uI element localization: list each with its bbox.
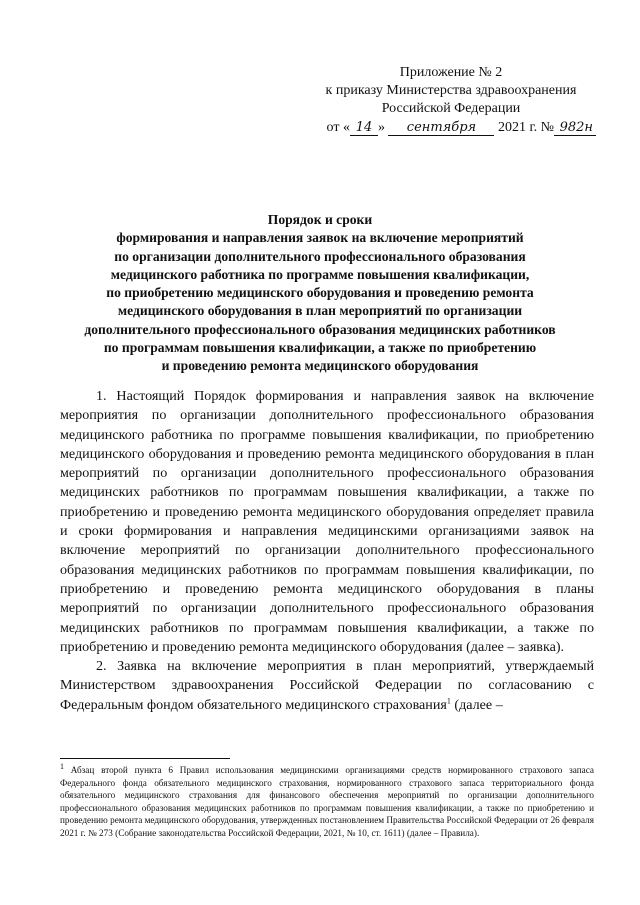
appendix-order-ref: к приказу Министерства здравоохранения [325, 83, 577, 98]
footnote-marker: 1 [60, 761, 64, 771]
document-body [60, 387, 594, 715]
footnote [60, 761, 594, 840]
paragraph-2-text: 2. Заявка на включение мероприятия в план мероприятий, утверждаемый Министерством здравоохранения Российской Федерации по согласованию с Федеральным фондом обязательного медицинского страхования [60, 658, 594, 713]
appendix-number: Приложение № 2 [399, 65, 503, 80]
date-prefix: от « [326, 120, 350, 135]
title-line: и проведению ремонта медицинского оборудования [161, 358, 479, 374]
order-number-handwritten: 982н [554, 120, 596, 136]
title-line: формирования и направления заявок на включение мероприятий [116, 230, 524, 246]
title-line: Порядок и сроки [267, 212, 373, 227]
title-line: медицинского оборудования в план мероприятий по организации [117, 303, 523, 319]
title-line: дополнительного профессионального образования медицинских работников [84, 321, 556, 337]
appendix-date-line [306, 119, 596, 137]
paragraph-2 [60, 657, 594, 715]
title-line: по приобретению медицинского оборудования и проведению ремонта [106, 285, 534, 301]
title-line: по организации дополнительного профессионального образования [114, 248, 526, 264]
title-line: медицинского работника по программе повышения квалификации, [110, 266, 530, 282]
appendix-header [306, 64, 596, 137]
footnote-text: Абзац второй пункта 6 Правил использования медицинскими организациями средств нормированного страхового запаса Федерального фонда обязательного медицинского страхования, нормированного страхового запаса территориального фонда обязательного медицинского страхования для финансового обеспечения мероприятий по организации дополнительного профессионального образования медицинских работников по программам повышения квалификации, а также по приобретению и проведению ремонта медицинского оборудования, утвержденных постановлением Правительства Российской Федерации от 26 февраля 2021 г. № 273 (Собрание законодательства Российской Федерации, 2021, № 10, ст. 1611) (далее – Правила). [60, 765, 594, 838]
appendix-country: Российской Федерации [381, 101, 521, 116]
date-year: 2021 г. № [497, 120, 554, 135]
paragraph-2-tail: (далее – [450, 696, 503, 713]
date-mid: » [377, 120, 385, 135]
date-day-handwritten: 14 [350, 120, 378, 136]
document-title [40, 211, 600, 376]
footnote-ref: 1 [446, 696, 451, 706]
title-line: по программам повышения квалификации, а также по приобретению [103, 340, 537, 356]
footnote-divider [60, 758, 230, 759]
date-month-handwritten: сентября [388, 120, 494, 136]
paragraph-1: 1. Настоящий Порядок формирования и направления заявок на включение мероприятия по организации дополнительного профессионального образования медицинского работника по программе повышения квалификации, по приобретению медицинского оборудования и проведению ремонта медицинского оборудования в план мероприятий по организации дополнительного профессионального образования медицинских работников по программам повышения квалификации, а также по приобретению и проведению ремонта медицинского оборудования определяет правила и сроки формирования и направления медицинскими организациями заявок на включение мероприятий по организации дополнительного профессионального образования медицинских работников по программам повышения квалификации, по приобретению и проведению ремонта медицинского оборудования в планы мероприятий по организации дополнительного профессионального образования медицинских работников по программам повышения квалификации, а также по приобретению и проведению ремонта медицинского оборудования (далее – заявка). [60, 388, 594, 655]
